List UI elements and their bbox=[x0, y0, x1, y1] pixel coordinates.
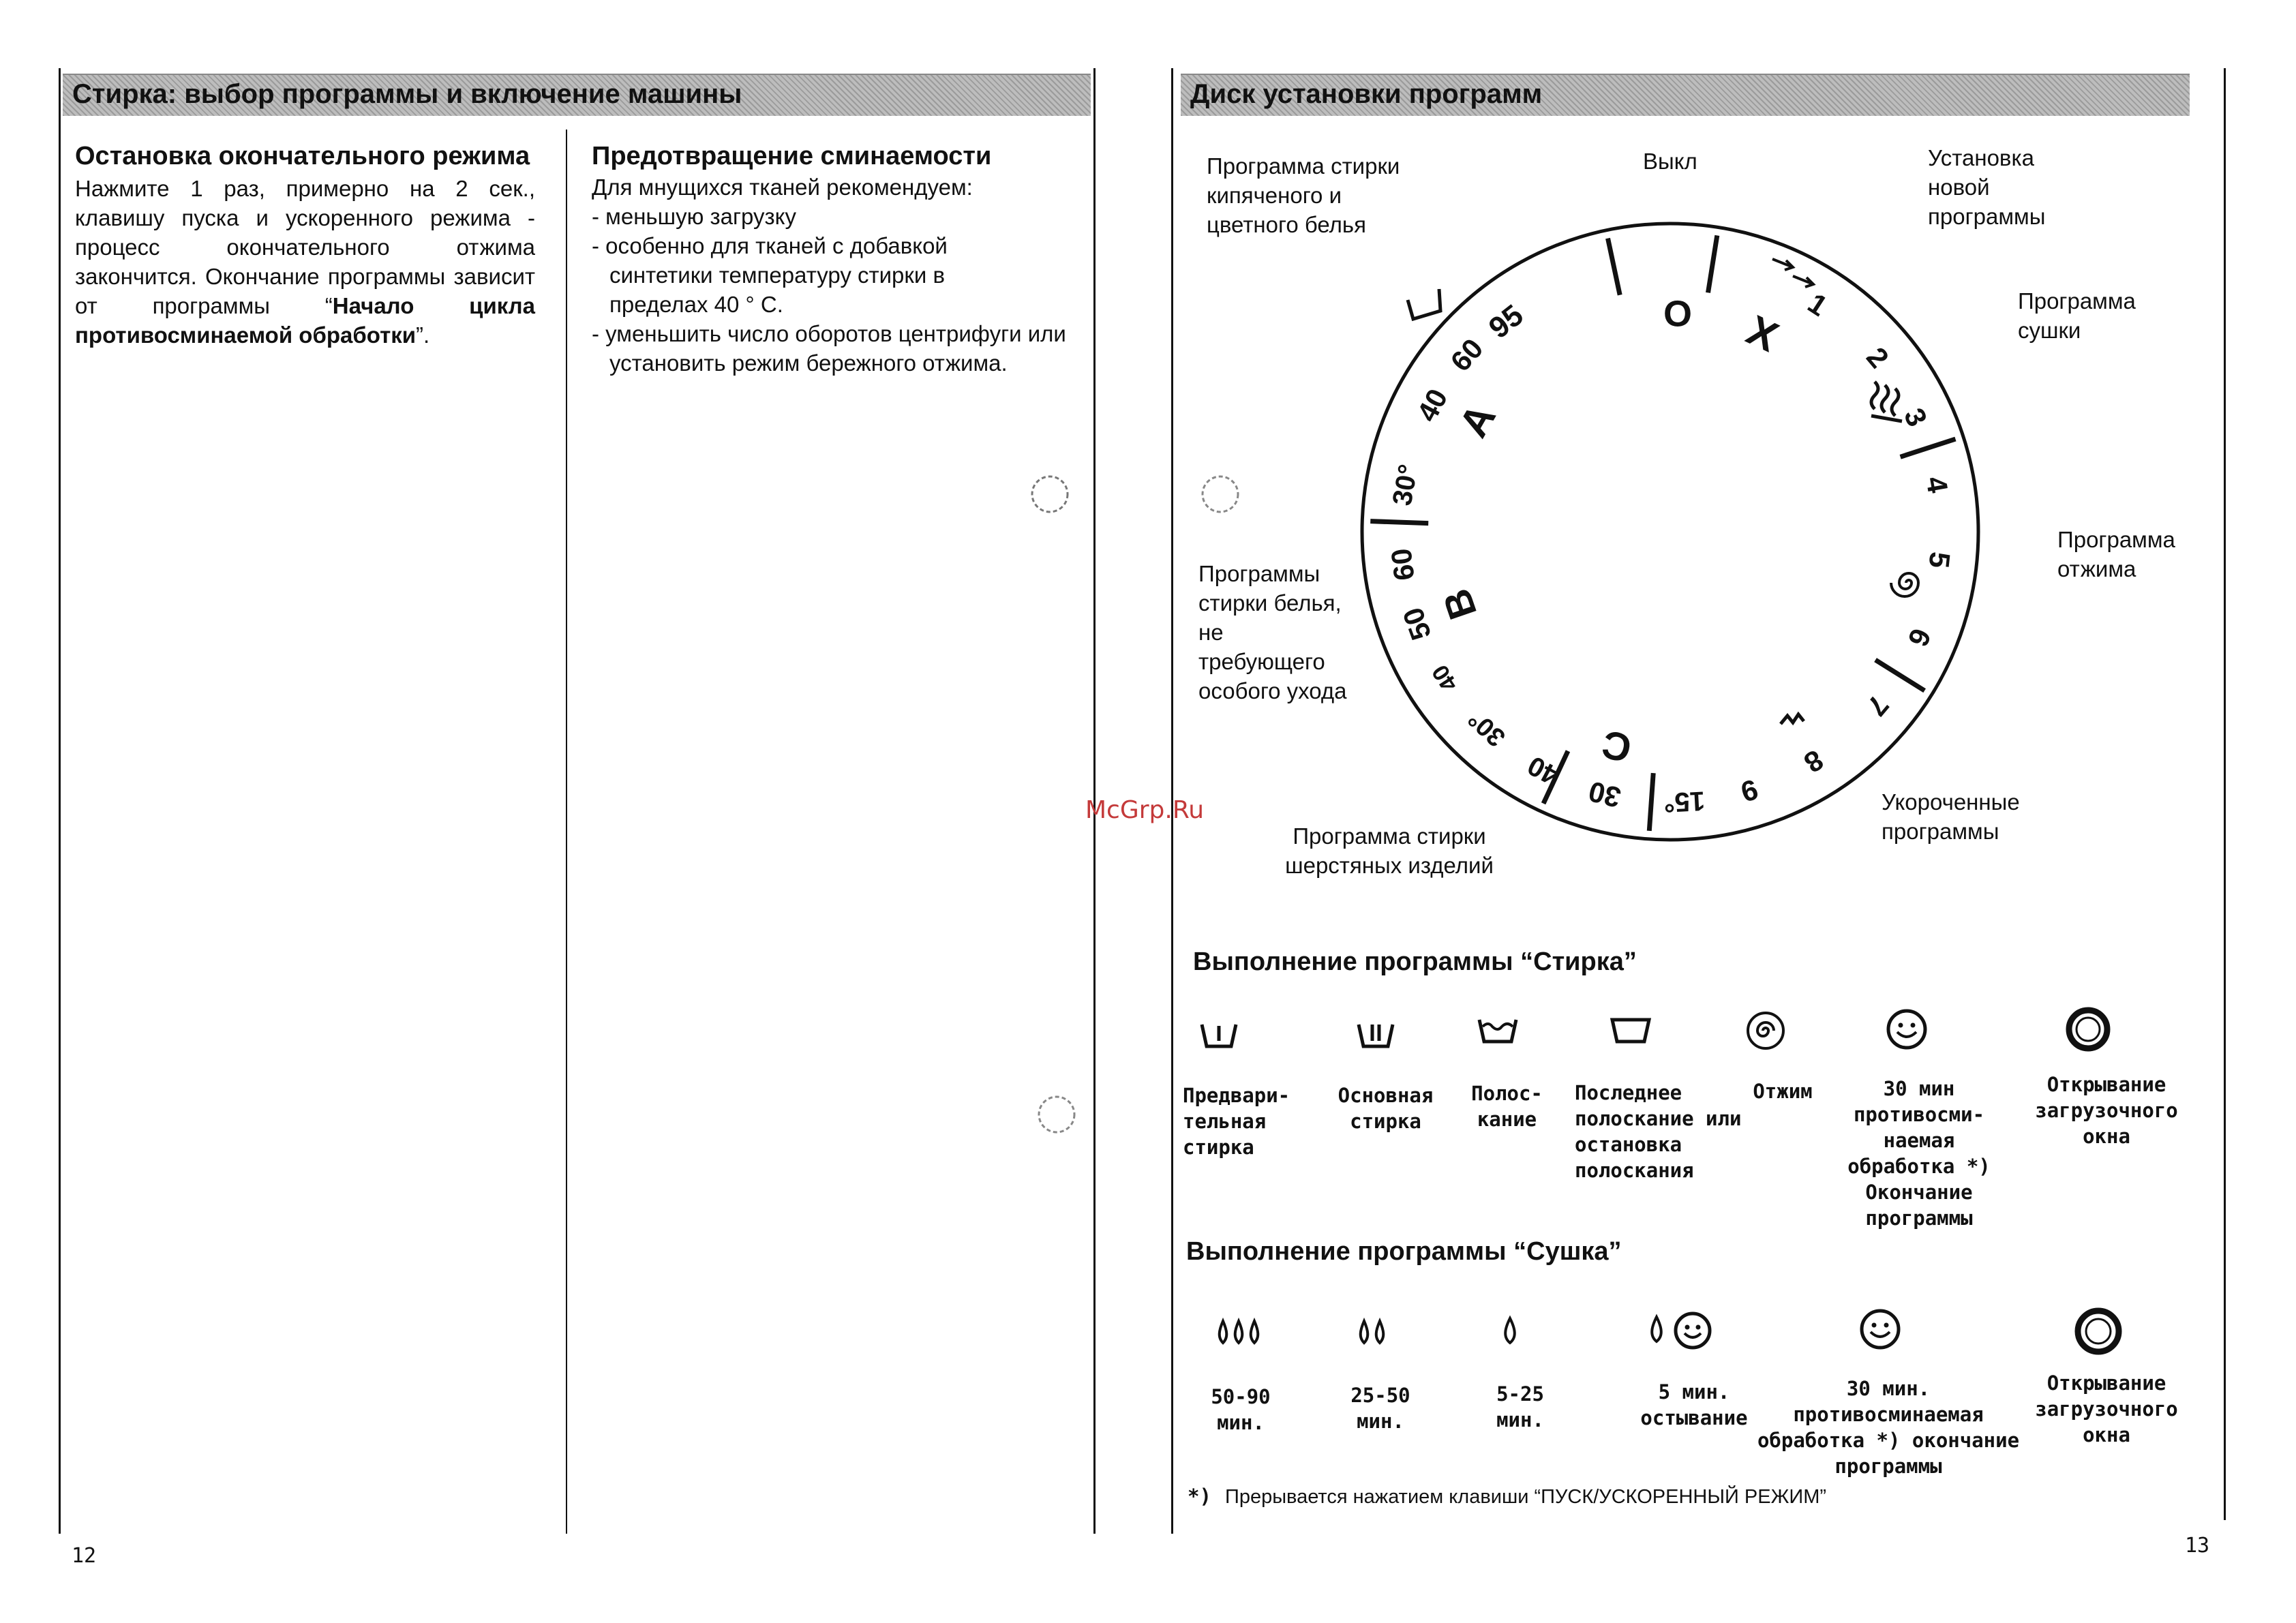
dial-mark: C bbox=[1597, 721, 1636, 772]
stop-final-mode-text bbox=[75, 174, 535, 350]
wash-step-label: Открывание загрузочного окна bbox=[2035, 1073, 2178, 1148]
drop-smiley-icon bbox=[1646, 1310, 1715, 1351]
door-ring-icon bbox=[2064, 1005, 2112, 1053]
stop-final-mode-text-main: Нажмите 1 раз, примерно на 2 сек., клавишу пуска и ускоренного режима - процесс окончательного отжима закончится. Окончание программы зависит от программы “ bbox=[75, 176, 535, 318]
dial-mark: 95 bbox=[1482, 298, 1530, 346]
spin-spiral-icon bbox=[1745, 1010, 1786, 1051]
right-page-banner bbox=[1181, 74, 2190, 116]
dry-section-title: Выполнение программы “Сушка” bbox=[1186, 1237, 1622, 1266]
dial-label-boil: Программа стирки кипяченого и цветного белья bbox=[1207, 153, 1400, 237]
rinse-tub-icon bbox=[1476, 1014, 1520, 1048]
stop-final-mode-section bbox=[75, 140, 535, 350]
punch-hole-mark bbox=[1193, 467, 1248, 521]
dial-mark: 4 bbox=[1920, 474, 1954, 496]
boil-tub-icon bbox=[1408, 289, 1440, 319]
dry-step-label: 5-25 мин. bbox=[1496, 1382, 1544, 1431]
dry-step-label: 25-50 мин. bbox=[1350, 1384, 1410, 1433]
right-edge-rule bbox=[2224, 68, 2226, 1520]
left-outer-rule bbox=[59, 68, 61, 1534]
dial-mark: 3 bbox=[1897, 403, 1934, 431]
left-page-banner bbox=[63, 74, 1091, 116]
dial-mark: X bbox=[1739, 306, 1785, 361]
wash-step-label: Последнее полоскание или остановка полоскания bbox=[1575, 1081, 1742, 1182]
list-item: - уменьшить число оборотов центрифуги или установить режим бережного отжима. bbox=[592, 319, 1069, 378]
dry-step-label: 30 мин. противосминаемая обработка *) окончание программы bbox=[1757, 1377, 2020, 1478]
three-drops-icon bbox=[1215, 1317, 1263, 1348]
dial-label-wool: Программа стирки шерстяных изделий bbox=[1285, 823, 1494, 878]
one-drop-icon bbox=[1500, 1314, 1520, 1348]
dial-mark: 30 bbox=[1585, 775, 1625, 815]
dry-step-label: 5 мин. остывание bbox=[1640, 1380, 1748, 1429]
punch-hole-mark bbox=[1023, 467, 1077, 521]
dial-mark: 50 bbox=[1396, 603, 1438, 645]
arrows-icon bbox=[1772, 259, 1813, 287]
punch-hole-mark bbox=[1029, 1087, 1084, 1142]
dry-step-label: 50-90 мин. bbox=[1211, 1385, 1271, 1434]
dial-mark: B bbox=[1434, 583, 1486, 625]
right-banner-title: Диск установки программ bbox=[1190, 79, 1543, 109]
footnote-mark: *) bbox=[1188, 1485, 1211, 1508]
left-page-number: 12 bbox=[72, 1544, 97, 1568]
prewash-tub-icon bbox=[1198, 1019, 1239, 1053]
dial-mark: 1 bbox=[1802, 286, 1834, 322]
wash-step-label: Отжим bbox=[1753, 1080, 1813, 1103]
dial-label-spin: Программа отжима bbox=[2057, 527, 2175, 581]
crease-prevention-list bbox=[592, 202, 1069, 378]
crease-prevention-section bbox=[592, 140, 1069, 378]
dial-mark: 30° bbox=[1462, 704, 1511, 753]
dial-mark: 9 bbox=[1737, 773, 1762, 808]
smiley-icon bbox=[1858, 1307, 1902, 1351]
list-item: - особенно для тканей с добавкой синтетики температуру стирки в пределах 40 ° C. bbox=[592, 231, 991, 319]
dial-label-new-program: Установка новой программы bbox=[1928, 145, 2046, 229]
wash-step-label: Основная стирка bbox=[1338, 1084, 1434, 1133]
door-ring-icon bbox=[2072, 1305, 2124, 1357]
mainwash-tub-icon bbox=[1355, 1019, 1396, 1053]
dial-label-off: Выкл bbox=[1643, 149, 1697, 174]
wash-step-label: 30 мин противосми-наемая обработка *) Окончание программы bbox=[1847, 1077, 1991, 1230]
left-column-divider bbox=[566, 130, 567, 1534]
stop-final-mode-text-bold: Начало цикла противосминаемой обработки bbox=[75, 293, 535, 348]
footnote bbox=[1188, 1485, 1826, 1508]
dial-separator-tick bbox=[1608, 239, 1620, 295]
dial-mark: 60 bbox=[1385, 547, 1421, 583]
dial-mark: 40 bbox=[1522, 750, 1564, 791]
dial-mark: 30° bbox=[1387, 461, 1424, 509]
watermark-text: McGrp.Ru bbox=[1085, 796, 1205, 824]
right-page-number: 13 bbox=[2185, 1534, 2210, 1558]
dial-label-easy-care: Программы стирки белья, не требующего особого ухода bbox=[1198, 561, 1347, 703]
dial-mark: 7 bbox=[1860, 689, 1895, 723]
smiley-icon bbox=[1885, 1007, 1929, 1051]
dry-step-label: Открывание загрузочного окна bbox=[2035, 1371, 2178, 1446]
program-dial[interactable] bbox=[1350, 211, 1991, 852]
dial-separator-tick bbox=[1370, 521, 1428, 524]
wash-step-label: Предвари-тельная стирка bbox=[1183, 1084, 1290, 1159]
short-program-icon bbox=[1781, 714, 1804, 724]
dial-separator-tick bbox=[1708, 235, 1717, 292]
dial-mark: 8 bbox=[1798, 743, 1829, 780]
dial-mark: 40 bbox=[1427, 660, 1463, 696]
list-item: - меньшую загрузку bbox=[592, 202, 1069, 231]
wash-step-label: Полос-кание bbox=[1471, 1082, 1543, 1131]
dial-mark: 2 bbox=[1860, 341, 1895, 374]
dial-mark: 15° bbox=[1663, 785, 1706, 818]
dial-mark: O bbox=[1663, 293, 1693, 335]
dial-mark: 5 bbox=[1922, 550, 1957, 570]
dial-label-short: Укороченные программы bbox=[1882, 789, 2020, 844]
final-rinse-tub-icon bbox=[1609, 1014, 1652, 1048]
spin-spiral-dial-icon bbox=[1891, 573, 1918, 596]
wash-section-title: Выполнение программы “Стирка” bbox=[1193, 947, 1637, 976]
dial-mark: 40 bbox=[1410, 383, 1454, 427]
two-drops-icon bbox=[1355, 1317, 1389, 1348]
crease-prevention-intro: Для мнущихся тканей рекомендуем: bbox=[592, 175, 973, 200]
dial-separator-tick bbox=[1901, 439, 1956, 457]
crease-prevention-title: Предотвращение сминаемости bbox=[592, 142, 992, 170]
drying-waves-icon bbox=[1871, 382, 1902, 421]
footnote-text: Прерывается нажатием клавиши “ПУСК/УСКОРЕННЫЙ РЕЖИМ” bbox=[1224, 1486, 1827, 1508]
stop-final-mode-text-end: ”. bbox=[416, 322, 430, 348]
dial-mark: A bbox=[1450, 396, 1505, 445]
dial-separator-tick bbox=[1875, 660, 1924, 691]
dial-mark: 60 bbox=[1444, 332, 1490, 378]
left-banner-title: Стирка: выбор программы и включение машины bbox=[72, 79, 742, 109]
dial-label-drying: Программа сушки bbox=[2018, 288, 2136, 343]
stop-final-mode-title: Остановка окончательного режима bbox=[75, 142, 530, 170]
dial-mark: 6 bbox=[1901, 624, 1938, 652]
dial-separator-tick bbox=[1649, 773, 1653, 831]
